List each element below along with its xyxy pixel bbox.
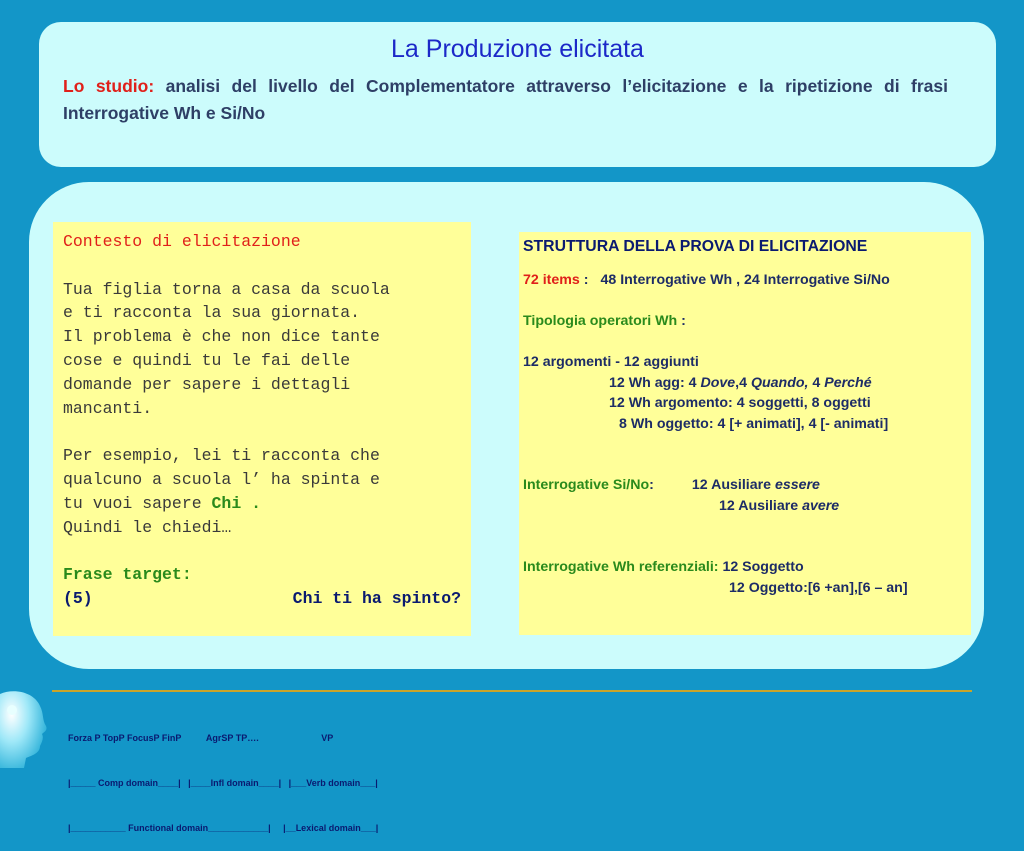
footer-line: |___________ Functional domain____________| |__Lexical domain___| (68, 823, 379, 833)
context-line: mancanti. (63, 398, 153, 418)
footer-line: |_____ Comp domain____| |____Infl domain____| |___Verb domain___| (68, 778, 378, 788)
slide-title: La Produzione elicitata (391, 35, 644, 63)
target-label: Frase target: (63, 565, 192, 585)
structure-text: 12 Ausiliare (691, 477, 775, 493)
context-line: domande per sapere i dettagli (63, 374, 351, 394)
target-sentence: Chi ti ha spinto? (292, 588, 461, 608)
structure-text: 12 Ausiliare (719, 497, 803, 514)
ref-line: 12 Oggetto:[6 +an],[6 – an] (729, 579, 908, 596)
ref-text: 12 Soggetto (718, 559, 804, 575)
sino-line (523, 496, 971, 517)
items-label: 72 items (523, 272, 580, 288)
study-text: analisi del livello del Complementatore attraverso l’elicitazione e la ripetizione di frasi Interrogative Wh e Si/No (63, 76, 949, 123)
items-text: 48 Interrogative Wh , 24 Interrogative Si/No (600, 272, 890, 288)
context-line: Per esempio, lei ti racconta che (63, 446, 380, 466)
context-line: Tua figlia torna a casa da scuola (63, 279, 390, 299)
context-line: cose e quindi tu le fai delle (63, 350, 351, 370)
sino-label: Interrogative Si/No (523, 477, 650, 493)
test-structure-box (519, 232, 971, 635)
structure-italic: avere (802, 497, 840, 514)
structure-text: ,4 (735, 374, 751, 391)
target-row (63, 587, 461, 611)
structure-title: STRUTTURA DELLA PROVA DI ELICITAZIONE (523, 238, 868, 255)
items-colon: : (579, 272, 589, 288)
context-line: Il problema è che non dice tante (63, 327, 380, 347)
context-highlight-chi: Chi (211, 493, 242, 513)
structure-line: 12 argomenti - 12 aggiunti (523, 354, 699, 370)
structure-italic: Perché (824, 374, 872, 391)
context-line (63, 492, 461, 516)
context-line: e ti racconta la sua giornata. (63, 303, 361, 323)
context-line: qualcuno a scuola l’ ha spinta e (63, 469, 380, 489)
context-line: Quindi le chiedi… (63, 517, 232, 537)
footer-domains (68, 701, 378, 851)
structure-italic: Dove (700, 374, 736, 391)
structure-line (523, 373, 971, 394)
context-text: . (241, 493, 262, 513)
study-description (63, 73, 948, 127)
structure-italic: essere (774, 477, 820, 493)
structure-text: 12 Wh agg: 4 (609, 374, 701, 391)
structure-italic: Quando, (750, 374, 809, 391)
header-panel (39, 22, 996, 167)
context-text: tu vuoi sapere (63, 493, 212, 513)
divider (52, 690, 972, 692)
structure-text: 4 (808, 374, 825, 391)
sino-colon: : (649, 477, 654, 493)
operators-line (523, 311, 971, 332)
head-silhouette-icon (0, 688, 54, 768)
context-heading: Contesto di elicitazione (63, 232, 301, 251)
study-lead: Lo studio: (63, 76, 155, 96)
sino-line (523, 475, 971, 496)
structure-line: 12 Wh argomento: 4 soggetti, 8 oggetti (609, 395, 871, 411)
footer-line: Forza P TopP FocusP FinP AgrSP TP…. VP (68, 733, 334, 743)
target-number: (5) (63, 588, 93, 608)
operators-label: Tipologia operatori Wh (523, 313, 678, 329)
operators-colon: : (677, 313, 686, 329)
elicitation-context-box (53, 222, 471, 636)
items-line (523, 270, 971, 291)
ref-line (523, 557, 971, 578)
ref-label: Interrogative Wh referenziali: (523, 559, 719, 575)
structure-line: 8 Wh oggetto: 4 [+ animati], 4 [- animati] (619, 415, 889, 432)
sino-text (654, 477, 820, 493)
